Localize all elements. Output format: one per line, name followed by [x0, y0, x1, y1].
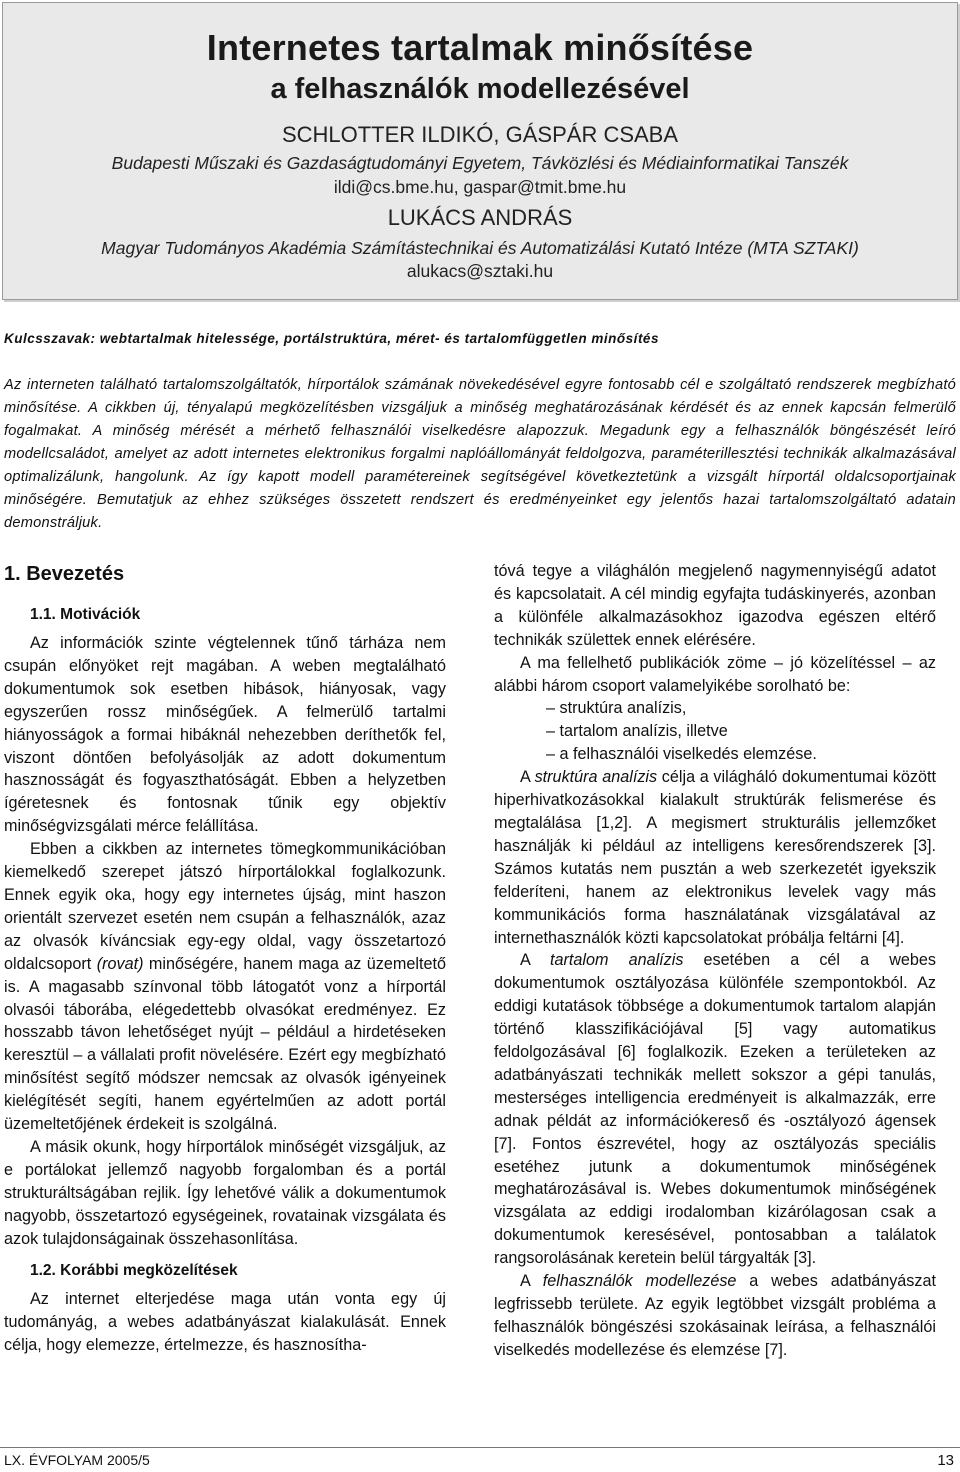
list-item: – a felhasználói viselkedés elemzése.	[546, 745, 817, 764]
page-number: 13	[937, 1452, 954, 1469]
email-line-2: alukacs@sztaki.hu	[406, 261, 554, 281]
right-column	[494, 560, 936, 1362]
affiliation-2: Magyar Tudományos Akadémia Számítástechnikai és Automatizálási Kutató Intéze (MTA SZTAKI)	[101, 238, 859, 258]
paragraph: A ma fellelhető publikációk zöme – jó közelítéssel – az alábbi három csoport valamelyikébe sorolható be:	[494, 653, 936, 695]
article-title: Internetes tartalmak minősítése	[206, 27, 754, 68]
list-item: – tartalom analízis, illetve	[546, 722, 728, 741]
subsection-heading: 1.2. Korábbi megközelítések	[30, 1262, 238, 1280]
abstract: Az interneten található tartalomszolgáltatók, hírportálok számának növekedésével egyre fontosabb cél e szolgáltató rendszerek megbízható minősítése. A cikkben új, tényalapú megközelítésben vizsgáljuk a minőség meghatározásának kérdését és az ennek kapcsán felmerülő fogalmakat. A minőség mérését a mérhető felhasználói viselkedésre alapozzuk. Megadunk egy a felhasználók böngészését leíró modellcsaládot, amelyet az adott internetes elektronikus forgalmi naplóállományát feldolgozva, paraméterillesztési technikák alkalmazásával optimalizálunk, hangolunk. Az így kapott modell paramétereinek segítségével következtetünk a vizsgált hírportál oldalcsoportjainak minőségére. Bemutatjuk az ehhez szükséges összetett rendszert és eredményeinket egy jelentős hazai tartalomszolgáltató adatain demonstráljuk.	[4, 377, 956, 531]
left-column	[4, 560, 446, 1357]
article-subtitle: a felhasználók modellezésével	[270, 73, 690, 105]
authors-line-1: SCHLOTTER ILDIKÓ, GÁSPÁR CSABA	[281, 122, 679, 147]
keywords: Kulcsszavak: webtartalmak hitelessége, portálstruktúra, méret- és tartalomfüggetlen minősítés	[4, 331, 659, 346]
paragraph: A felhasználók modellezése a webes adatbányászat legfrissebb területe. Az egyik legtöbbet vizsgált probléma a felhasználók böngészési szokásainak leírása, a felhasználói viselkedés modellezése és elemzése [7].	[494, 1272, 936, 1359]
email-line-1: ildi@cs.bme.hu, gaspar@tmit.bme.hu	[333, 177, 627, 197]
paragraph: Ebben a cikkben az internetes tömegkommunikációban kiemelkedő szerepet játszó hírportálokkal foglalkozunk. Ennek egyik oka, hogy egy internetes újság, mint haszon orientált szervezet esetén nem csupán a felhasználók, azaz az olvasók kíváncsiak egy-egy oldal, vagy összetartozó oldalcsoport (rovat) minőségére, hanem maga az üzemeltető is. A magasabb színvonal több látogatót vonz a hírportál olvasói táborába, elégedettebb olvasókat eredményez. Ez hosszabb távon lehetőséget nyújt – például a hirdetéseken keresztül – a vállalati profit növelésére. Ezért egy megbízható minősítést segítő módszer nemcsak az olvasók igényeinek kielégítését segíti, hanem egyértelműen az adott portál üzemeltetőjének érdekeit is szolgálná.	[4, 840, 446, 1134]
journal-issue: LX. ÉVFOLYAM 2005/5	[4, 1452, 150, 1468]
footer-rule	[0, 1447, 960, 1448]
authors-line-2: LUKÁCS ANDRÁS	[387, 205, 573, 230]
title-block	[2, 2, 958, 300]
paragraph: A másik okunk, hogy hírportálok minőségét vizsgáljuk, az e portálokat jellemző nagyobb forgalomban és a portál strukturáltságában rejlik. Így lehetővé válik a dokumentumok nagyobb, összetartozó egységeinek, rovatainak vizsgálata és azok tulajdonságainak összehasonlítása.	[4, 1137, 446, 1248]
paragraph: Az internet elterjedése maga után vonta egy új tudományág, a webes adatbányászat kialakulását. Ennek célja, hogy elemezze, értelmezze, és hasznosítha-	[4, 1290, 446, 1355]
paragraph: Az információk szinte végtelennek tűnő tárháza nem csupán előnyöket rejt magában. A weben megtalálható dokumentumok sok esetben hibások, hiányosak, vagy egyszerűen rossz minőségűek. A felmerülő tartalmi hiányosságok a formai hibáknál nehezebben deríthetők fel, viszont döntően befolyásolják az adott dokumentum hasznosságát és fogyaszthatóságát. Ebben a helyzetben ígéretesnek és fontosnak tűnik egy objektív minőségvizsgálati mérce felállítása.	[4, 634, 446, 836]
paragraph: A tartalom analízis esetében a cél a webes dokumentumok osztályozása különféle szempontokból. Az eddigi kutatások többsége a dokumentumok tartalom alapján történő klasszifikációjával [5] vagy automatikus feldolgozásával [6] foglalkozik. Ezeken a területeken az adatbányászati technikák mellett sokszor a gépi tanulás, mesterséges intelligencia eredményeit is alkalmazzák, erre adnak példát az információkereső és -osztályozó ágensek [7]. Fontos észrevétel, hogy az osztályozás speciális esetéhez jutunk a dokumentumok minőségének meghatározásával is. Webes dokumentumok minőségének vizsgálata az eddigi irodalomban kizárólagosan csak a dokumentumok keresésével, pontosabban a találatok rangsorolásának keretein belül tárgyalták [3].	[494, 951, 936, 1268]
list-item: – struktúra analízis,	[546, 699, 687, 718]
paragraph: tóvá tegye a világhálón megjelenő nagymennyiségű adatot és kapcsolatait. A cél mindig egyfajta tudáskinyerés, azonban a különféle alkalmazásokhoz igazodva egészen eltérő technikák születtek ennek elérésére.	[494, 562, 936, 649]
affiliation-1: Budapesti Műszaki és Gazdaságtudományi Egyetem, Távközlési és Médiainformatikai Tanszék	[111, 153, 849, 173]
section-heading: 1. Bevezetés	[4, 563, 125, 585]
subsection-heading: 1.1. Motivációk	[30, 606, 141, 623]
paragraph: A struktúra analízis célja a világháló dokumentumai között hiperhivatkozásokkal kialakult struktúrák felismerése és megtalálása [1,2]. A megismert strukturális jellemzőket használják ki például az intelligens keresőrendszerek [3]. Számos kutatás nem pusztán a web szerkezetét igyekszik felderíteni, hanem az elektronikus levelek vagy más kommunikációs forma használatának vizsgálatával az internethasználók közti kapcsolatokat próbálja feltárni [4].	[494, 768, 936, 947]
